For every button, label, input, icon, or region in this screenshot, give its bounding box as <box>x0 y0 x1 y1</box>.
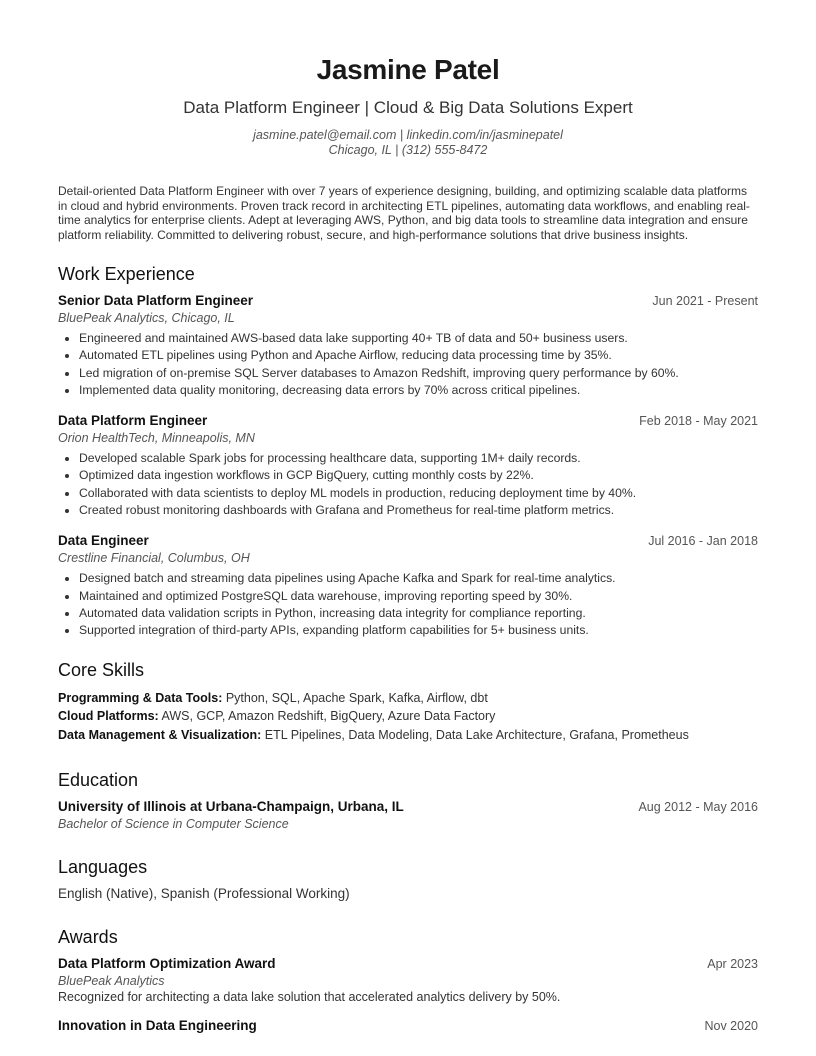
skill-values: ETL Pipelines, Data Modeling, Data Lake Architecture, Grafana, Prometheus <box>261 727 689 742</box>
award-header <box>58 956 758 971</box>
award-description: Recognized for architecting a data lake solution that accelerated analytics delivery by 50%. <box>58 990 561 1005</box>
job-company: Crestline Financial, Columbus, OH <box>58 551 250 566</box>
award-entry <box>58 956 758 1004</box>
skill-category: Cloud Platforms: <box>58 709 159 724</box>
job-bullet: • Led migration of on-premise SQL Server databases to Amazon Redshift, improving query performance by 60%. <box>79 365 758 382</box>
award-date: Apr 2023 <box>707 957 758 972</box>
job-company: BluePeak Analytics, Chicago, IL <box>58 311 235 325</box>
award-date: Nov 2020 <box>704 1019 758 1034</box>
skill-values: Python, SQL, Apache Spark, Kafka, Airflow, dbt <box>222 690 488 705</box>
award-title: Data Platform Optimization Award <box>58 956 276 972</box>
experience-list <box>58 293 758 640</box>
job-bullet: • Maintained and optimized PostgreSQL data warehouse, improving reporting speed by 30%. <box>79 588 758 605</box>
job-company: Orion HealthTech, Minneapolis, MN <box>58 431 255 446</box>
job-date: Jul 2016 - Jan 2018 <box>648 534 758 549</box>
candidate-headline: Data Platform Engineer | Cloud & Big Data Solutions Expert <box>183 98 633 117</box>
experience-entry <box>58 413 758 519</box>
job-date: Jun 2021 - Present <box>652 294 758 308</box>
job-bullet: • Created robust monitoring dashboards with Grafana and Prometheus for real-time platform metrics. <box>79 502 758 519</box>
awards-list <box>58 956 758 1033</box>
skill-values: AWS, GCP, Amazon Redshift, BigQuery, Azure Data Factory <box>158 709 496 724</box>
job-bullet: • Engineered and maintained AWS-based data lake supporting 40+ TB of data and 50+ business users. <box>79 330 758 347</box>
section-title-work-experience: Work Experience <box>58 264 195 284</box>
skill-category: Programming & Data Tools: <box>58 690 223 705</box>
skills-list <box>58 689 758 745</box>
education-entry <box>58 799 758 831</box>
job-bullet: • Implemented data quality monitoring, decreasing data errors by 70% across critical pipelines. <box>79 382 758 399</box>
languages-list: English (Native), Spanish (Professional Working) <box>58 886 350 902</box>
job-bullet: • Developed scalable Spark jobs for processing healthcare data, supporting 1M+ daily records. <box>79 450 758 467</box>
education-degree: Bachelor of Science in Computer Science <box>58 817 289 832</box>
experience-entry-header <box>58 533 758 548</box>
job-bullets <box>58 330 758 399</box>
resume-header <box>58 54 758 158</box>
section-title-core-skills: Core Skills <box>58 659 145 680</box>
professional-summary: Detail-oriented Data Platform Engineer with over 7 years of experience designing, building, and optimizing scalable data platforms in cloud and hybrid environments. Proven track record in architecting ETL pipelines, automating data workflows, and enabling real-time analytics for enterprise clients. Adept at leveraging AWS, Python, and big data tools to streamline data integration and ensure platform reliability. Committed to delivering robust, secure, and high-performance solutions that drive business insights. <box>58 184 750 242</box>
candidate-name: Jasmine Patel <box>316 54 500 85</box>
education-school: University of Illinois at Urbana-Champaign, Urbana, IL <box>58 799 404 815</box>
contact-line-location-phone: Chicago, IL | (312) 555-8472 <box>328 143 488 157</box>
job-bullet: • Supported integration of third-party APIs, expanding platform capabilities for 5+ business units. <box>79 622 758 639</box>
job-bullets <box>58 570 758 639</box>
skill-category: Data Management & Visualization: <box>58 727 262 742</box>
award-organization: BluePeak Analytics <box>58 974 165 989</box>
experience-entry <box>58 533 758 639</box>
contact-info <box>58 128 758 158</box>
skill-line <box>58 726 758 745</box>
job-title: Senior Data Platform Engineer <box>58 293 254 308</box>
job-bullet: • Optimized data ingestion workflows in GCP BigQuery, cutting monthly costs by 22%. <box>79 467 758 484</box>
experience-entry-header <box>58 293 758 308</box>
contact-line-email-linkedin: jasmine.patel@email.com | linkedin.com/in/jasminepatel <box>253 128 563 142</box>
job-bullet: • Automated data validation scripts in Python, increasing data integrity for compliance reporting. <box>79 605 758 622</box>
experience-entry-header <box>58 413 758 428</box>
job-bullet: • Automated ETL pipelines using Python and Apache Airflow, reducing data processing time by 35%. <box>79 347 758 364</box>
job-bullet: • Designed batch and streaming data pipelines using Apache Kafka and Spark for real-time analytics. <box>79 570 758 587</box>
job-date: Feb 2018 - May 2021 <box>639 414 758 429</box>
job-title: Data Platform Engineer <box>58 413 208 429</box>
job-bullets <box>58 450 758 519</box>
skill-line <box>58 707 758 726</box>
education-date: Aug 2012 - May 2016 <box>638 800 758 815</box>
job-bullet: • Collaborated with data scientists to deploy ML models in production, reducing deployment time by 40%. <box>79 485 758 502</box>
job-title: Data Engineer <box>58 533 149 549</box>
section-title-education: Education <box>58 770 139 791</box>
experience-entry <box>58 293 758 399</box>
award-entry <box>58 1018 758 1033</box>
award-title: Innovation in Data Engineering <box>58 1018 257 1034</box>
section-title-languages: Languages <box>58 857 148 878</box>
section-title-awards: Awards <box>58 927 118 948</box>
skill-line <box>58 689 758 708</box>
award-header <box>58 1018 758 1033</box>
